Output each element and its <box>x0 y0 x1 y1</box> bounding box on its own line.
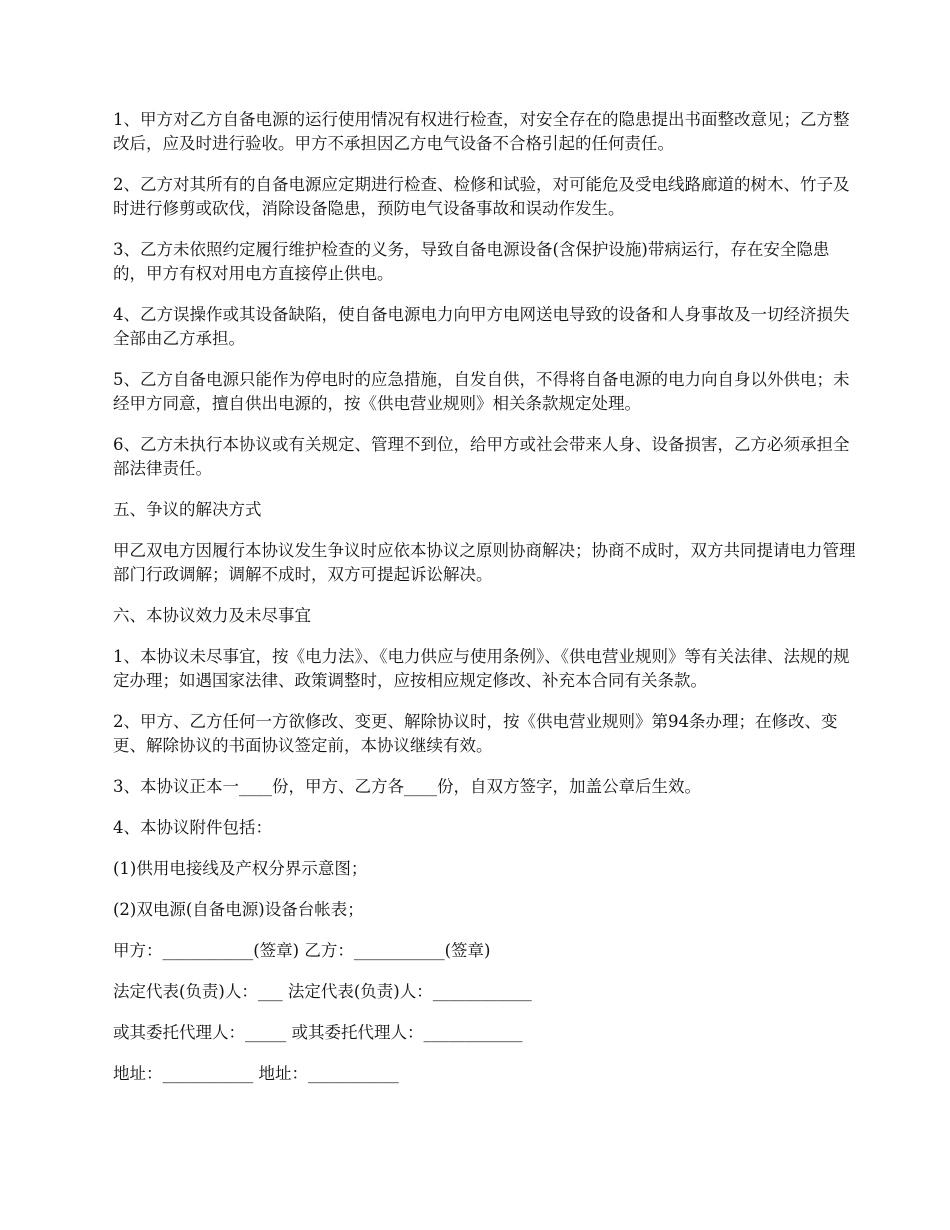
clause-paragraph: 2、乙方对其所有的自备电源应定期进行检查、检修和试验，对可能危及受电线路廊道的树木、竹子及时进行修剪或砍伐，消除设备隐患，预防电气设备事故和误动作发生。 <box>113 175 850 218</box>
clause-paragraph: 6、乙方未执行本协议或有关规定、管理不到位，给甲方或社会带来人身、设备损害，乙方必须承担全部法律责任。 <box>113 435 850 478</box>
clause-paragraph: 1、本协议未尽事宜，按《电力法》、《电力供应与使用条例》、《供电营业规则》等有关法律、法规的规定办理；如遇国家法律、政策调整时，应按相应规定修改、补充本合同有关条款。 <box>113 647 850 690</box>
clause-paragraph: 5、乙方自备电源只能作为停电时的应急措施，自发自供，不得将自备电源的电力向自身以外供电；未经甲方同意，擅自供出电源的，按《供电营业规则》相关条款规定处理。 <box>113 370 850 413</box>
representative-line: 法定代表(负责)人：___ 法定代表(负责)人：____________ <box>113 982 532 1001</box>
clause-paragraph: 3、本协议正本一____份，甲方、乙方各____份，自双方签字，加盖公章后生效。 <box>113 777 701 796</box>
clause-paragraph: 2、甲方、乙方任何一方欲修改、变更、解除协议时，按《供电营业规则》第94条办理；在修改、变更、解除协议的书面协议签定前，本协议继续有效。 <box>113 712 838 755</box>
agent-line: 或其委托代理人：_____ 或其委托代理人：____________ <box>113 1023 523 1042</box>
attachment-item: (1)供用电接线及产权分界示意图； <box>113 859 368 878</box>
section-heading: 五、争议的解决方式 <box>113 500 262 519</box>
clause-paragraph: 4、本协议附件包括： <box>113 818 272 837</box>
signature-line: 甲方：___________(签章) 乙方：___________(签章) <box>113 941 491 960</box>
address-line: 地址：___________ 地址：___________ <box>113 1064 399 1083</box>
document-body <box>113 108 858 1103</box>
clause-paragraph: 3、乙方未依照约定履行维护检查的义务，导致自备电源设备(含保护设施)带病运行，存在安全隐患的，甲方有权对用电方直接停止供电。 <box>113 240 830 283</box>
section-heading: 六、本协议效力及未尽事宜 <box>113 606 311 625</box>
attachment-item: (2)双电源(自备电源)设备台帐表； <box>113 900 364 919</box>
clause-paragraph: 4、乙方误操作或其设备缺陷，使自备电源电力向甲方电网送电导致的设备和人身事故及一切经济损失全部由乙方承担。 <box>113 305 850 348</box>
clause-paragraph: 甲乙双电方因履行本协议发生争议时应依本协议之原则协商解决；协商不成时，双方共同提请电力管理部门行政调解；调解不成时，双方可提起诉讼解决。 <box>113 541 856 584</box>
clause-paragraph: 1、甲方对乙方自备电源的运行使用情况有权进行检查，对安全存在的隐患提出书面整改意见；乙方整改后，应及时进行验收。甲方不承担因乙方电气设备不合格引起的任何责任。 <box>113 110 850 153</box>
